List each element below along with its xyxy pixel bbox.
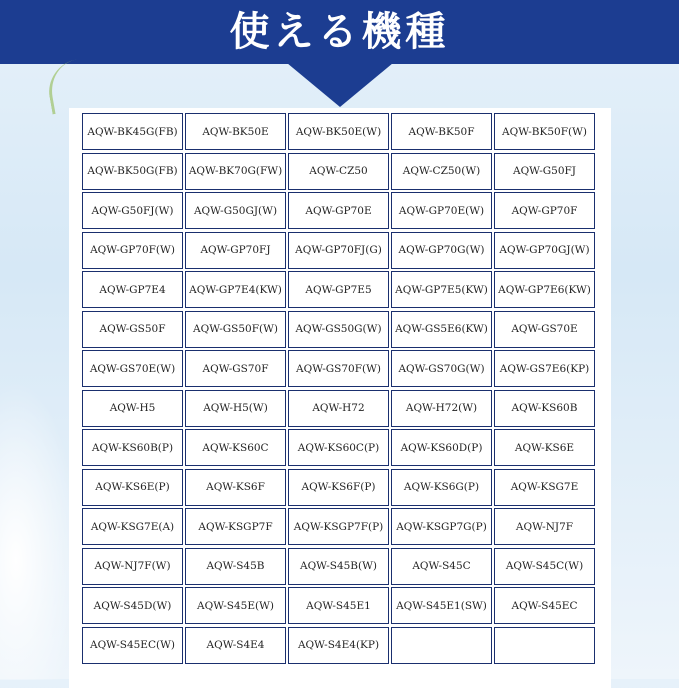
model-cell: AQW-GS70E [494,311,595,348]
model-cell: AQW-G50FJ [494,153,595,190]
model-cell: AQW-GS70F(W) [288,350,389,387]
model-cell: AQW-GP70E(W) [391,192,492,229]
model-cell: AQW-G50FJ(W) [82,192,183,229]
model-cell: AQW-BK70G(FW) [185,153,286,190]
model-cell: AQW-GP7E4(KW) [185,271,286,308]
model-cell: AQW-GP70G(W) [391,232,492,269]
model-cell: AQW-KSG7E [494,469,595,506]
model-cell: AQW-S4E4(KP) [288,627,389,664]
model-cell: AQW-BK50F [391,113,492,150]
model-cell: AQW-GP70F [494,192,595,229]
model-cell: AQW-GP70E [288,192,389,229]
down-arrow-icon [287,63,393,107]
model-cell: AQW-CZ50(W) [391,153,492,190]
model-cell: AQW-GS50F [82,311,183,348]
leaf-decoration [44,60,85,115]
model-cell: AQW-KS6E(P) [82,469,183,506]
model-cell: AQW-GP70GJ(W) [494,232,595,269]
model-cell: AQW-GP7E5(KW) [391,271,492,308]
model-cell: AQW-KSGP7F(P) [288,508,389,545]
model-cell: AQW-KSGP7G(P) [391,508,492,545]
model-cell: AQW-GS50F(W) [185,311,286,348]
model-cell: AQW-KS60C(P) [288,429,389,466]
model-cell: AQW-H5 [82,390,183,427]
model-cell: AQW-GP70F(W) [82,232,183,269]
model-cell: AQW-G50GJ(W) [185,192,286,229]
water-splash-decoration [0,380,80,680]
model-cell: AQW-KS60B [494,390,595,427]
model-cell: AQW-S45E1 [288,587,389,624]
model-cell: AQW-H72(W) [391,390,492,427]
model-cell: AQW-H72 [288,390,389,427]
model-cell: AQW-BK50E(W) [288,113,389,150]
model-cell: AQW-H5(W) [185,390,286,427]
model-cell: AQW-S45D(W) [82,587,183,624]
model-grid [82,113,595,664]
model-cell: AQW-S45EC(W) [82,627,183,664]
model-cell: AQW-GP70FJ [185,232,286,269]
model-cell: AQW-GS5E6(KW) [391,311,492,348]
model-cell: AQW-KSG7E(A) [82,508,183,545]
model-cell: AQW-S4E4 [185,627,286,664]
model-cell: AQW-GP7E6(KW) [494,271,595,308]
model-cell: AQW-BK45G(FB) [82,113,183,150]
model-cell: AQW-BK50G(FB) [82,153,183,190]
model-cell: AQW-BK50F(W) [494,113,595,150]
model-cell: AQW-S45E(W) [185,587,286,624]
model-cell: AQW-GS70E(W) [82,350,183,387]
model-cell: AQW-GP70FJ(G) [288,232,389,269]
model-cell: AQW-S45EC [494,587,595,624]
model-cell: AQW-GS50G(W) [288,311,389,348]
model-cell: AQW-GP7E4 [82,271,183,308]
model-cell: AQW-KSGP7F [185,508,286,545]
model-cell: AQW-S45B(W) [288,548,389,585]
model-cell: AQW-KS6G(P) [391,469,492,506]
model-cell: AQW-NJ7F(W) [82,548,183,585]
model-cell: AQW-S45C [391,548,492,585]
model-cell: AQW-GP7E5 [288,271,389,308]
model-cell [494,627,595,664]
model-cell: AQW-NJ7F [494,508,595,545]
model-cell: AQW-KS60C [185,429,286,466]
model-cell: AQW-KS6F [185,469,286,506]
model-cell: AQW-S45C(W) [494,548,595,585]
model-cell: AQW-GS70G(W) [391,350,492,387]
model-cell: AQW-KS60B(P) [82,429,183,466]
model-cell: AQW-KS60D(P) [391,429,492,466]
model-cell: AQW-CZ50 [288,153,389,190]
model-cell: AQW-S45B [185,548,286,585]
page-title: 使える機種 [229,9,450,55]
model-cell: AQW-BK50E [185,113,286,150]
model-cell: AQW-KS6E [494,429,595,466]
model-cell: AQW-GS70F [185,350,286,387]
model-cell: AQW-GS7E6(KP) [494,350,595,387]
model-cell [391,627,492,664]
model-cell: AQW-KS6F(P) [288,469,389,506]
header-banner [0,0,679,64]
model-cell: AQW-S45E1(SW) [391,587,492,624]
